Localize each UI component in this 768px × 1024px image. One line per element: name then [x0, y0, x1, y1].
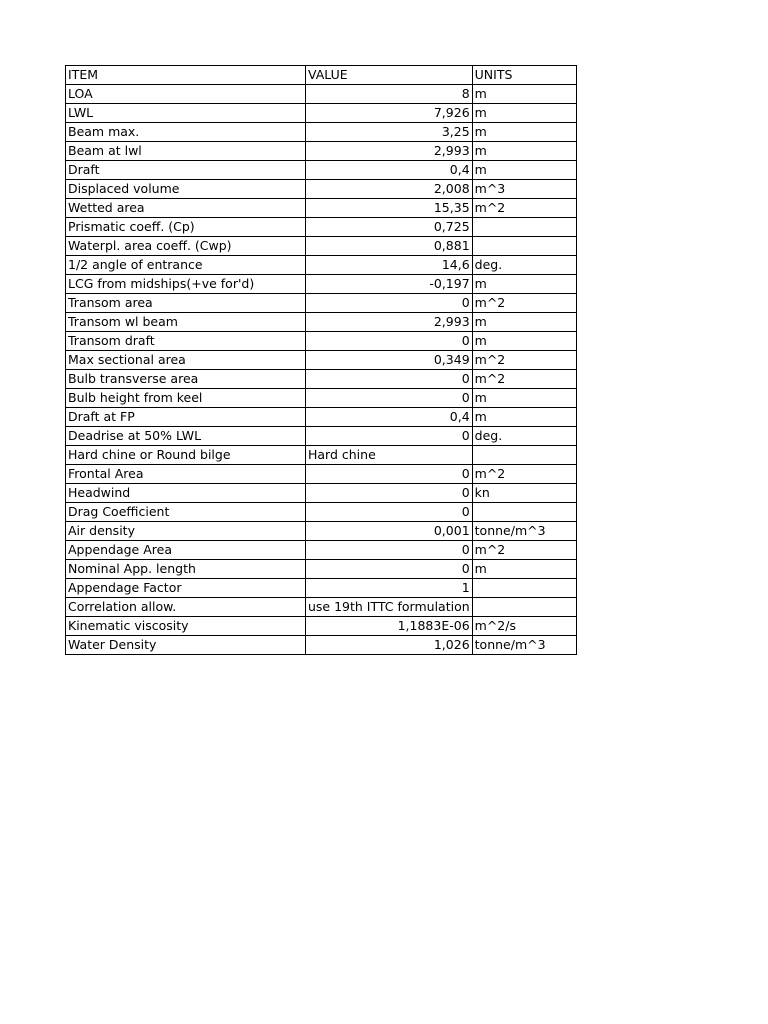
units-cell: m^2 [472, 294, 576, 313]
item-cell: Deadrise at 50% LWL [66, 427, 306, 446]
units-cell: m [472, 142, 576, 161]
item-cell: Max sectional area [66, 351, 306, 370]
value-cell: 0 [306, 503, 473, 522]
table-row [66, 617, 577, 636]
value-cell: 0 [306, 370, 473, 389]
units-cell: m [472, 332, 576, 351]
value-cell: 0 [306, 294, 473, 313]
units-cell: deg. [472, 256, 576, 275]
units-cell [472, 598, 576, 617]
table-row [66, 218, 577, 237]
item-cell: Transom area [66, 294, 306, 313]
table-row [66, 522, 577, 541]
value-cell: 3,25 [306, 123, 473, 142]
table-row [66, 123, 577, 142]
value-cell: 14,6 [306, 256, 473, 275]
table-row [66, 237, 577, 256]
units-cell: m^2 [472, 541, 576, 560]
units-cell: m [472, 123, 576, 142]
parameters-table-body [66, 66, 577, 655]
table-row [66, 332, 577, 351]
units-cell: kn [472, 484, 576, 503]
units-cell: m^2 [472, 351, 576, 370]
item-cell: Waterpl. area coeff. (Cwp) [66, 237, 306, 256]
item-cell: LOA [66, 85, 306, 104]
table-header-row [66, 66, 577, 85]
value-cell: 7,926 [306, 104, 473, 123]
table-row [66, 465, 577, 484]
units-cell: tonne/m^3 [472, 636, 576, 655]
item-cell: Transom wl beam [66, 313, 306, 332]
table-row [66, 275, 577, 294]
item-cell: Prismatic coeff. (Cp) [66, 218, 306, 237]
item-cell: Water Density [66, 636, 306, 655]
value-cell: 0,4 [306, 161, 473, 180]
item-cell: Headwind [66, 484, 306, 503]
value-cell: 2,993 [306, 313, 473, 332]
units-cell: m^2 [472, 199, 576, 218]
parameters-table [65, 65, 577, 655]
item-cell: LWL [66, 104, 306, 123]
value-cell: 1,026 [306, 636, 473, 655]
item-cell: Appendage Area [66, 541, 306, 560]
units-cell: m^3 [472, 180, 576, 199]
column-header-units: UNITS [472, 66, 576, 85]
units-cell [472, 237, 576, 256]
value-cell: 0,725 [306, 218, 473, 237]
value-cell: 0,881 [306, 237, 473, 256]
units-cell: m [472, 104, 576, 123]
item-cell: 1/2 angle of entrance [66, 256, 306, 275]
column-header-value: VALUE [306, 66, 473, 85]
table-row [66, 313, 577, 332]
table-row [66, 85, 577, 104]
value-cell: use 19th ITTC formulation [306, 598, 473, 617]
item-cell: Draft at FP [66, 408, 306, 427]
units-cell [472, 503, 576, 522]
item-cell: Bulb height from keel [66, 389, 306, 408]
item-cell: Displaced volume [66, 180, 306, 199]
units-cell: m [472, 275, 576, 294]
item-cell: Kinematic viscosity [66, 617, 306, 636]
units-cell [472, 446, 576, 465]
value-cell: 0 [306, 560, 473, 579]
value-cell: 1,1883E-06 [306, 617, 473, 636]
table-row [66, 351, 577, 370]
units-cell: deg. [472, 427, 576, 446]
item-cell: Beam max. [66, 123, 306, 142]
units-cell: m [472, 85, 576, 104]
item-cell: Bulb transverse area [66, 370, 306, 389]
table-row [66, 142, 577, 161]
table-row [66, 446, 577, 465]
units-cell [472, 218, 576, 237]
table-row [66, 484, 577, 503]
value-cell: 0 [306, 427, 473, 446]
value-cell: 2,993 [306, 142, 473, 161]
units-cell: m^2 [472, 465, 576, 484]
value-cell: 8 [306, 85, 473, 104]
table-row [66, 427, 577, 446]
value-cell: 0 [306, 541, 473, 560]
table-row [66, 294, 577, 313]
units-cell: m [472, 389, 576, 408]
value-cell: Hard chine [306, 446, 473, 465]
item-cell: Drag Coefficient [66, 503, 306, 522]
units-cell: m [472, 560, 576, 579]
item-cell: Nominal App. length [66, 560, 306, 579]
value-cell: 0 [306, 465, 473, 484]
item-cell: Beam at lwl [66, 142, 306, 161]
value-cell: -0,197 [306, 275, 473, 294]
item-cell: Wetted area [66, 199, 306, 218]
item-cell: Transom draft [66, 332, 306, 351]
item-cell: Hard chine or Round bilge [66, 446, 306, 465]
units-cell: m [472, 408, 576, 427]
table-row [66, 256, 577, 275]
item-cell: Air density [66, 522, 306, 541]
table-row [66, 161, 577, 180]
table-row [66, 560, 577, 579]
units-cell: tonne/m^3 [472, 522, 576, 541]
table-row [66, 636, 577, 655]
units-cell: m [472, 161, 576, 180]
units-cell: m^2 [472, 370, 576, 389]
units-cell: m^2/s [472, 617, 576, 636]
table-row [66, 104, 577, 123]
item-cell: Frontal Area [66, 465, 306, 484]
table-row [66, 408, 577, 427]
table-row [66, 598, 577, 617]
units-cell: m [472, 313, 576, 332]
value-cell: 1 [306, 579, 473, 598]
column-header-item: ITEM [66, 66, 306, 85]
value-cell: 0,4 [306, 408, 473, 427]
table-row [66, 389, 577, 408]
value-cell: 0 [306, 484, 473, 503]
value-cell: 15,35 [306, 199, 473, 218]
table-row [66, 180, 577, 199]
table-row [66, 541, 577, 560]
value-cell: 2,008 [306, 180, 473, 199]
table-row [66, 370, 577, 389]
value-cell: 0 [306, 389, 473, 408]
item-cell: LCG from midships(+ve for'd) [66, 275, 306, 294]
item-cell: Appendage Factor [66, 579, 306, 598]
table-row [66, 199, 577, 218]
value-cell: 0,001 [306, 522, 473, 541]
item-cell: Correlation allow. [66, 598, 306, 617]
units-cell [472, 579, 576, 598]
value-cell: 0 [306, 332, 473, 351]
value-cell: 0,349 [306, 351, 473, 370]
item-cell: Draft [66, 161, 306, 180]
table-row [66, 503, 577, 522]
table-row [66, 579, 577, 598]
